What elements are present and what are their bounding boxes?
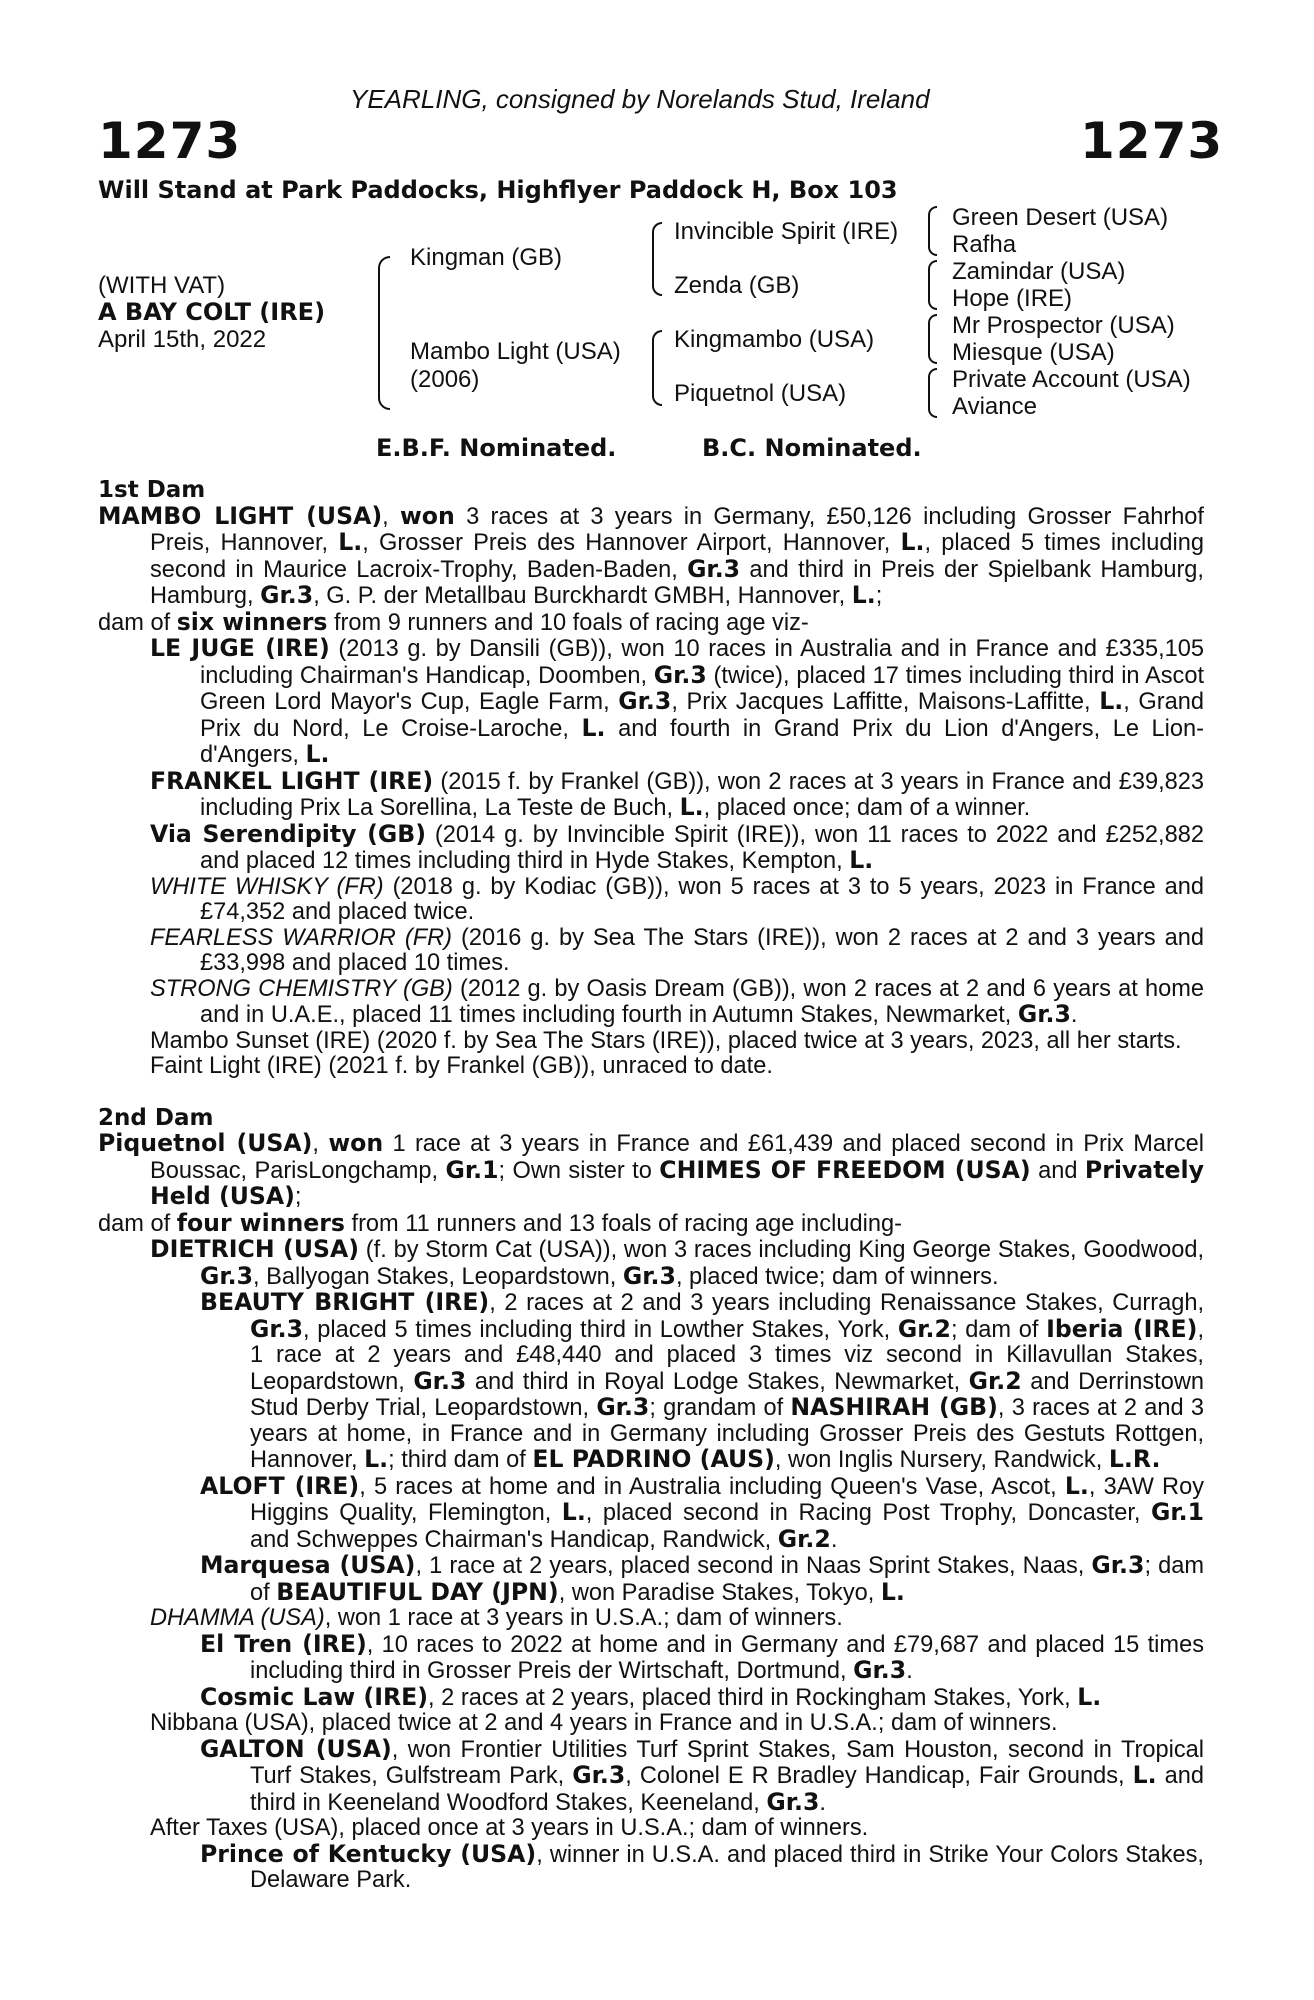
text-run: Gr.3 — [653, 660, 707, 689]
text-run: (2016 g. by Sea The Stars (IRE)), won 2 races at 2 and 3 years and £33,998 and placed 10 times. — [200, 924, 1204, 976]
text-run: ; Own sister to — [498, 1157, 660, 1184]
text-run: Gr.3 — [766, 1787, 820, 1816]
text-run: Cosmic Law (IRE) — [200, 1682, 429, 1711]
text-run: ALOFT (IRE) — [200, 1471, 360, 1500]
text-run: L. — [581, 713, 606, 742]
horse-name: A BAY COLT (IRE) — [98, 298, 326, 326]
text-run: L. — [900, 528, 925, 556]
text-run: MAMBO LIGHT (USA) — [98, 501, 383, 530]
progeny-entry — [98, 1711, 1204, 1737]
text-run: (twice), placed 17 times including third in Ascot Green Lord Mayor's Cup, Eagle Farm, — [200, 662, 1205, 715]
text-run: L. — [1099, 687, 1124, 715]
text-run: Nibbana (USA), placed twice at 2 and 4 years in France and in U.S.A.; dam of winners. — [150, 1710, 1058, 1736]
text-run: 1 race at 3 years in France and £61,439 and placed second in Prix Marcel Boussac, ParisLongchamp, — [150, 1131, 1204, 1184]
text-run: and third in Keeneland Woodford Stakes, Keeneland, — [250, 1763, 1205, 1816]
text-run: Gr.3 — [413, 1366, 467, 1395]
text-run: dam of — [98, 1210, 177, 1237]
sire-dam-sire: Zamindar (USA) — [952, 258, 1126, 285]
dam-sire-sire: Mr Prospector (USA) — [952, 312, 1175, 339]
bracket-generation-1 — [378, 256, 390, 410]
text-run: Gr.1 — [1150, 1498, 1204, 1526]
text-run: ; dam of — [950, 1316, 1047, 1343]
text-run: , 10 races to 2022 at home and in Germany and £79,687 and placed 15 times including third in Grosser Preis der Wirtschaft, Dortmund, — [250, 1631, 1205, 1684]
text-run: and — [1030, 1157, 1085, 1184]
first-dam-record — [98, 501, 1204, 610]
text-run: , 1 race at 2 years and £48,440 and placed 3 times viz second in Killavullan Stakes, Leopardstown, — [250, 1316, 1204, 1395]
text-run: Gr.3 — [250, 1314, 304, 1343]
text-run: Gr.3 — [687, 554, 741, 583]
text-run: Gr.2 — [777, 1524, 831, 1553]
text-run: , placed twice; dam of winners. — [675, 1263, 999, 1290]
progeny-entry — [98, 1606, 1204, 1632]
text-run: L.R. — [1108, 1445, 1161, 1473]
text-run: , won Inglis Nursery, Randwick, — [774, 1447, 1109, 1473]
text-run: L. — [338, 528, 363, 556]
grand-progeny-entry — [98, 1290, 1204, 1474]
dam-dam: Piquetnol (USA) — [674, 380, 847, 407]
catalogue-body — [98, 478, 1204, 1894]
text-run: BEAUTIFUL DAY (JPN) — [276, 1577, 559, 1606]
text-run: Faint Light (IRE) (2021 f. by Frankel (GB)), unraced to date. — [150, 1053, 773, 1079]
text-run: L. — [851, 581, 876, 609]
bracket-gen3-b — [928, 260, 937, 310]
text-run: Via Serendipity (GB) — [150, 819, 426, 848]
grand-progeny-entry — [98, 1553, 1204, 1606]
dam: Mambo Light (USA) — [410, 338, 621, 365]
text-run: . — [830, 1526, 838, 1553]
text-run: EL PADRINO (AUS) — [532, 1445, 775, 1473]
sire: Kingman (GB) — [410, 244, 563, 271]
text-run: from 11 runners and 13 foals of racing age including- — [344, 1210, 902, 1237]
second-dam-produce-summary — [98, 1208, 1204, 1238]
text-run: , Grand Prix du Nord, Le Croise-Laroche, — [200, 689, 1205, 742]
dam-dam-sire: Private Account (USA) — [952, 366, 1191, 393]
sire-dam: Zenda (GB) — [674, 272, 800, 299]
second-dam-record — [98, 1131, 1204, 1211]
text-run: STRONG CHEMISTRY (GB) — [150, 975, 453, 1002]
text-run: L. — [1077, 1682, 1102, 1711]
text-run: Gr.2 — [968, 1366, 1022, 1395]
text-run: four winners — [176, 1208, 345, 1237]
text-run: Marquesa (USA) — [200, 1551, 416, 1579]
lot-number-right: 1273 — [1080, 112, 1224, 170]
text-run: , — [382, 503, 400, 530]
dam-sire-dam: Miesque (USA) — [952, 339, 1115, 366]
text-run: Gr.1 — [445, 1155, 499, 1184]
text-run: , 3 races at 2 and 3 years at home, in France and in Germany including Grosser Preis des Gestuts Rottgen, Hannover, — [250, 1395, 1204, 1473]
text-run: , Ballyogan Stakes, Leopardstown, — [253, 1263, 623, 1290]
text-run: FRANKEL LIGHT (IRE) — [150, 766, 434, 795]
text-run: Piquetnol (USA) — [98, 1129, 313, 1157]
date-of-birth: April 15th, 2022 — [98, 326, 267, 353]
text-run: L. — [364, 1445, 389, 1473]
text-run: DHAMMA (USA) — [150, 1605, 325, 1631]
progeny-entry — [98, 1237, 1204, 1290]
text-run: NASHIRAH (GB) — [790, 1393, 998, 1421]
first-dam-progeny-list — [98, 636, 1204, 1080]
text-run: L. — [679, 793, 704, 821]
sire-sire-sire: Green Desert (USA) — [952, 204, 1169, 231]
text-run: After Taxes (USA), placed once at 3 years in U.S.A.; dam of winners. — [150, 1815, 869, 1841]
text-run: Iberia (IRE) — [1046, 1314, 1198, 1343]
sire-sire: Invincible Spirit (IRE) — [674, 218, 899, 245]
text-run: L. — [561, 1498, 586, 1526]
first-dam-heading: 1st Dam — [98, 477, 206, 503]
text-run: (2013 g. by Dansili (GB)), won 10 races in Australia and in France and £335,105 including Chairman's Handicap, Doomben, — [200, 636, 1204, 689]
text-run: BEAUTY BRIGHT (IRE) — [200, 1288, 490, 1316]
text-run: Gr.3 — [200, 1261, 254, 1290]
dam-year: (2006) — [410, 366, 480, 393]
text-run: . — [1070, 1002, 1078, 1028]
text-run: El Tren (IRE) — [200, 1629, 367, 1658]
text-run: and Derrinstown Stud Derby Trial, Leopardstown, — [250, 1368, 1204, 1421]
text-run: , Prix Jacques Laffitte, Maisons-Laffitte, — [671, 689, 1100, 715]
text-run: L. — [849, 846, 874, 874]
text-run: , 1 race at 2 years, placed second in Naas Sprint Stakes, Naas, — [415, 1553, 1092, 1579]
text-run: won — [328, 1129, 384, 1157]
text-run: , 3AW Roy Higgins Quality, Flemington, — [250, 1473, 1204, 1526]
second-dam-progeny-list — [98, 1237, 1204, 1894]
text-run: Privately Held (USA) — [150, 1155, 1204, 1210]
text-run: ; — [294, 1184, 302, 1210]
text-run: Gr.3 — [1091, 1551, 1145, 1579]
text-run: Gr.3 — [618, 687, 672, 715]
bc-nomination: B.C. Nominated. — [702, 434, 922, 462]
grand-progeny-entry — [98, 1471, 1204, 1554]
text-run: Gr.3 — [596, 1393, 650, 1421]
lot-number-left: 1273 — [98, 112, 242, 170]
text-run: FEARLESS WARRIOR (FR) — [150, 924, 453, 951]
ebf-nomination: E.B.F. Nominated. — [376, 434, 617, 462]
grand-progeny-entry — [98, 1734, 1205, 1817]
text-run: Prince of Kentucky (USA) — [200, 1839, 537, 1868]
bracket-dam-line — [652, 330, 662, 406]
text-run: WHITE WHISKY (FR) — [150, 873, 384, 900]
bracket-gen3-c — [928, 314, 937, 364]
text-run: L. — [880, 1577, 905, 1606]
progeny-entry — [98, 1029, 1204, 1055]
text-run: 3 races at 3 years in Germany, £50,126 including Grosser Fahrhof Preis, Hannover, — [150, 503, 1204, 556]
text-run: , won Frontier Utilities Turf Sprint Stakes, Sam Houston, second in Tropical Turf Stakes, Gulfstream Park, — [250, 1736, 1205, 1789]
text-run: ; dam of — [250, 1553, 1204, 1606]
first-dam-produce-summary — [98, 607, 1204, 637]
text-run: Gr.3 — [1017, 1000, 1071, 1028]
progeny-entry — [98, 766, 1204, 822]
text-run: , placed second in Racing Post Trophy, Doncaster, — [585, 1500, 1151, 1526]
text-run: , Grosser Preis des Hannover Airport, Hannover, — [362, 530, 901, 556]
progeny-entry — [98, 1816, 1204, 1842]
text-run: (2012 g. by Oasis Dream (GB)), won 2 races at 2 and 6 years at home and in U.A.E., placed 11 times including fourth in Autumn Stakes, Newmarket, — [200, 975, 1204, 1028]
progeny-entry — [98, 1054, 1204, 1080]
text-run: won — [399, 501, 455, 530]
text-run: , winner in U.S.A. and placed third in Strike Your Colors Stakes, Delaware Park. — [250, 1841, 1204, 1893]
grand-progeny-entry — [98, 1682, 1204, 1712]
text-run: , placed once; dam of a winner. — [703, 795, 1031, 821]
text-run: , 5 races at home and in Australia including Queen's Vase, Ascot, — [359, 1473, 1065, 1500]
text-run: , placed 5 times including second in Maurice Lacroix-Trophy, Baden-Baden, — [150, 530, 1204, 583]
text-run: from 9 runners and 10 foals of racing age viz- — [327, 609, 809, 636]
text-run: Gr.3 — [260, 581, 314, 609]
progeny-entry — [98, 819, 1204, 875]
text-run: DIETRICH (USA) — [150, 1235, 360, 1263]
second-dam-heading: 2nd Dam — [98, 1104, 214, 1131]
progeny-entry — [98, 636, 1204, 769]
grand-progeny-entry — [98, 1629, 1205, 1685]
text-run: and third in Preis der Spielbank Hamburg, Hamburg, — [150, 556, 1204, 609]
text-run: , G. P. der Metallbau Burckhardt GMBH, Hannover, — [313, 583, 852, 609]
text-run: and Schweppes Chairman's Handicap, Randwick, — [250, 1526, 778, 1553]
text-run: ; grandam of — [649, 1395, 791, 1421]
text-run: LE JUGE (IRE) — [150, 634, 330, 662]
dam-sire: Kingmambo (USA) — [674, 326, 875, 353]
text-run: Gr.3 — [572, 1761, 626, 1789]
text-run: Gr.3 — [622, 1261, 676, 1290]
text-run: and fourth in Grand Prix du Lion d'Angers, Le Lion-d'Angers, — [200, 715, 1204, 768]
bracket-sire-line — [652, 222, 662, 296]
text-run: Gr.3 — [853, 1656, 907, 1684]
text-run: six winners — [176, 607, 328, 636]
progeny-entry — [98, 926, 1204, 977]
text-run: , won 1 race at 3 years in U.S.A.; dam of winners. — [324, 1605, 843, 1631]
text-run: , — [312, 1131, 329, 1157]
text-run: L. — [1132, 1761, 1157, 1789]
text-run: ; third dam of — [388, 1447, 533, 1473]
progeny-entry — [98, 977, 1204, 1029]
text-run: . — [906, 1658, 913, 1684]
consignment-line: YEARLING, consigned by Norelands Stud, Ireland — [350, 84, 930, 114]
text-run: dam of — [98, 609, 177, 636]
text-run: , placed 5 times including third in Lowther Stakes, York, — [303, 1316, 898, 1343]
text-run: (2015 f. by Frankel (GB)), won 2 races at 3 years in France and £39,823 including Prix La Sorellina, La Teste de Buch, — [200, 768, 1204, 821]
text-run: (2018 g. by Kodiac (GB)), won 5 races at 3 to 5 years, 2023 in France and £74,352 and placed twice. — [200, 873, 1205, 925]
text-run: and third in Royal Lodge Stakes, Newmarket, — [466, 1368, 969, 1395]
text-run: (2014 g. by Invincible Spirit (IRE)), won 11 races to 2022 and £252,882 and placed 12 times including third in Hyde Stakes, Kempton, — [200, 821, 1204, 874]
sire-sire-dam: Rafha — [952, 231, 1017, 258]
text-run: GALTON (USA) — [200, 1734, 392, 1763]
text-run: , won Paradise Stakes, Tokyo, — [558, 1579, 881, 1606]
text-run: Mambo Sunset (IRE) (2020 f. by Sea The Stars (IRE)), placed twice at 3 years, 2023, all her starts. — [150, 1027, 1182, 1054]
dam-dam-dam: Aviance — [952, 393, 1037, 420]
text-run: Gr.2 — [897, 1314, 951, 1343]
sire-dam-dam: Hope (IRE) — [952, 285, 1073, 312]
stand-location: Will Stand at Park Paddocks, Highflyer Paddock H, Box 103 — [98, 176, 898, 204]
grand-progeny-entry — [98, 1839, 1204, 1894]
text-run: L. — [1064, 1471, 1089, 1500]
text-run: . — [819, 1789, 826, 1816]
progeny-entry — [98, 875, 1204, 926]
text-run: CHIMES OF FREEDOM (USA) — [659, 1155, 1031, 1184]
text-run: ; — [875, 583, 883, 609]
text-run: , 2 races at 2 and 3 years including Renaissance Stakes, Curragh, — [489, 1290, 1205, 1316]
text-run: , 2 races at 2 years, placed third in Rockingham Stakes, York, — [428, 1684, 1078, 1711]
text-run: , Colonel E R Bradley Handicap, Fair Grounds, — [625, 1763, 1133, 1789]
bracket-gen3-a — [928, 206, 937, 256]
text-run: L. — [305, 740, 330, 768]
vat-note: (WITH VAT) — [98, 272, 226, 299]
text-run: (f. by Storm Cat (USA)), won 3 races including King George Stakes, Goodwood, — [359, 1237, 1204, 1263]
bracket-gen3-d — [928, 368, 937, 418]
